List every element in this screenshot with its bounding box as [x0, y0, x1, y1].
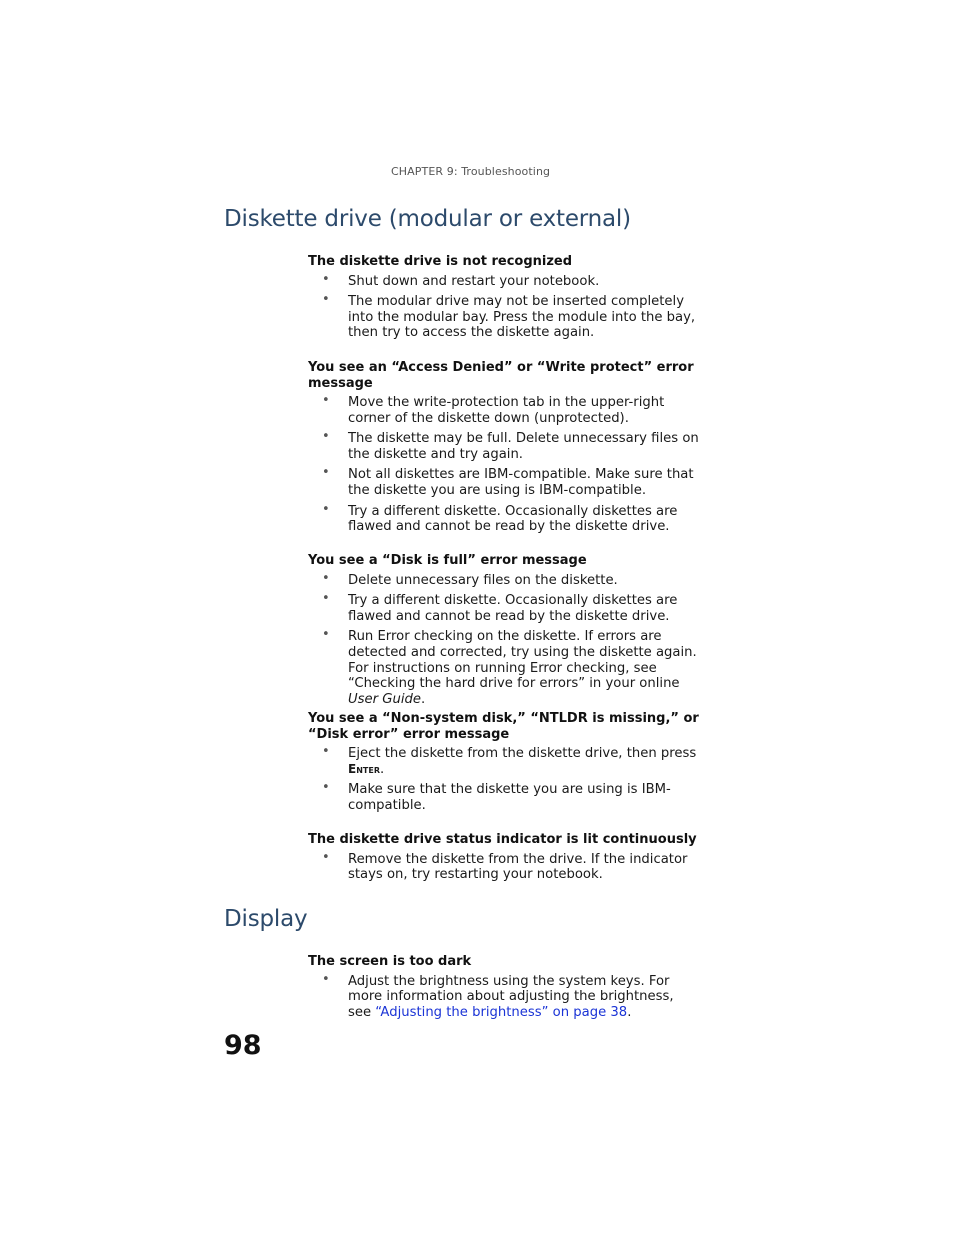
list-item: • Not all diskettes are IBM-compatible. Make sure that the diskette you are using is IBM-compatible. [322, 465, 694, 499]
user-guide-emphasis: User Guide [348, 692, 421, 708]
page-number: 98 [224, 1030, 262, 1061]
bullet-icon: • [322, 570, 330, 586]
running-head-separator: : [453, 165, 462, 178]
subsection-heading: The screen is too dark [308, 954, 472, 969]
list-item: • Delete unnecessary files on the diskette. [322, 570, 618, 588]
bullet-icon: • [322, 429, 330, 445]
subsection-disk-full [308, 553, 700, 713]
subsection-access-denied [308, 360, 700, 540]
subsection-heading: The diskette drive status indicator is lit continuously [308, 832, 697, 847]
subsection-screen-too-dark [308, 954, 700, 1025]
running-head-title: Troubleshooting [461, 165, 551, 178]
list-item: • Run Error checking on the diskette. If errors are detected and corrected, try using the diskette again. For instructions on running Error checking, see “Checking the hard drive for errors” in your online User Guide. [322, 627, 697, 708]
list-item: • Adjust the brightness using the system keys. For more information about adjusting the brightness, see “Adjusting the brightness” on page 38. [322, 971, 674, 1021]
subsection-heading: You see a “Disk is full” error message [308, 553, 587, 568]
subsection-non-system-disk [308, 711, 700, 818]
bullet-icon: • [322, 393, 330, 408]
bullet-list [308, 746, 700, 814]
subsection-not-recognized [308, 254, 700, 346]
bullet-list [308, 570, 700, 709]
list-item: • Remove the diskette from the drive. If the indicator stays on, try restarting your notebook. [322, 849, 688, 883]
running-head-chapter: CHAPTER 9 [391, 165, 454, 178]
list-item: • Shut down and restart your notebook. [322, 271, 600, 289]
list-item: • The diskette may be full. Delete unnecessary files on the diskette and try again. [322, 429, 699, 462]
list-item: • Try a different diskette. Occasionally diskettes are flawed and cannot be read by the diskette drive. [322, 590, 678, 624]
bullet-icon: • [322, 744, 330, 759]
subsection-heading: The diskette drive is not recognized [308, 254, 573, 269]
subsection-heading: You see a “Non-system disk,” “NTLDR is missing,” or “Disk error” error message [308, 711, 699, 742]
bullet-icon: • [322, 971, 330, 987]
running-head [391, 165, 550, 178]
bullet-list [308, 971, 700, 1021]
subsection-status-indicator [308, 832, 700, 888]
bullet-icon: • [322, 271, 330, 287]
bullet-list [308, 395, 700, 535]
subsection-heading: You see an “Access Denied” or “Write protect” error message [308, 360, 694, 391]
section-title-diskette: Diskette drive (modular or external) [224, 206, 631, 232]
bullet-icon: • [322, 501, 330, 517]
enter-key-label: Enter [348, 761, 380, 776]
bullet-icon: • [322, 590, 330, 606]
bullet-icon: • [322, 465, 330, 481]
bullet-list [308, 271, 700, 342]
bullet-icon: • [322, 291, 330, 307]
list-item: • Eject the diskette from the diskette drive, then press Enter. [322, 744, 697, 777]
list-item: • Try a different diskette. Occasionally diskettes are flawed and cannot be read by the diskette drive. [322, 501, 678, 535]
adjusting-brightness-link[interactable]: “Adjusting the brightness” on page 38 [375, 1005, 628, 1021]
list-item: • Make sure that the diskette you are using is IBM-compatible. [322, 780, 671, 813]
section-title-display: Display [224, 906, 308, 932]
bullet-icon: • [322, 627, 330, 643]
bullet-icon: • [322, 849, 330, 865]
bullet-list [308, 849, 700, 884]
list-item: • The modular drive may not be inserted completely into the modular bay. Press the module into the bay, then try to access the diskette again. [322, 291, 696, 341]
list-item: • Move the write-protection tab in the upper-right corner of the diskette down (unprotected). [322, 393, 665, 426]
bullet-icon: • [322, 780, 330, 796]
